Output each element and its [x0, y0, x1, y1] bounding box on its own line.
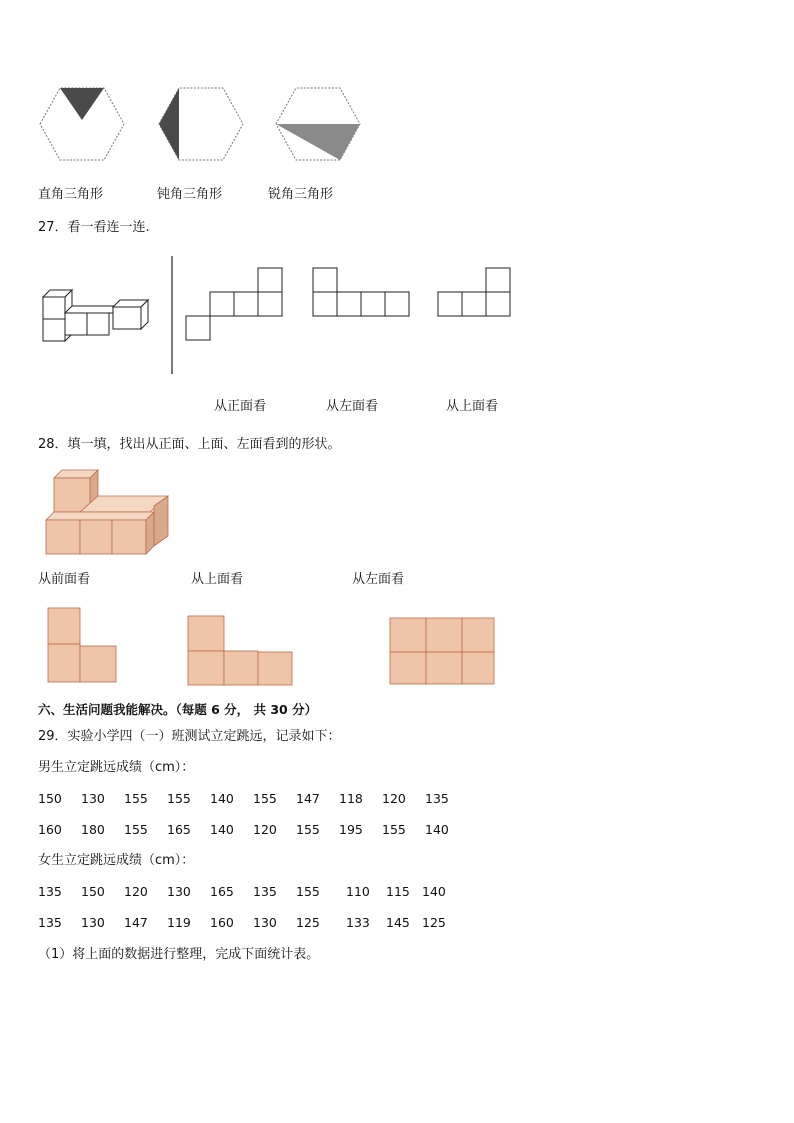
data-cell: 125	[296, 915, 320, 930]
question-28-prompt: 28．填一填，找出从正面、上面、左面看到的形状。	[38, 437, 341, 452]
label-front-view: 从正面看	[214, 399, 267, 414]
data-cell: 140	[422, 884, 446, 899]
label-from-front: 从前面看	[38, 572, 91, 587]
question-29-sub-1: （1）将上面的数据进行整理，完成下面统计表。	[38, 947, 320, 962]
data-cell: 125	[422, 915, 446, 930]
question-27-prompt: 27．看一看连一连.	[38, 220, 150, 235]
data-cell: 115	[386, 884, 410, 899]
boys-data-row-1	[38, 791, 468, 806]
data-cell: 160	[210, 915, 234, 930]
hexagon-acute-triangle-figure	[274, 86, 364, 162]
front-view-shape	[46, 606, 120, 684]
data-cell: 133	[346, 915, 370, 930]
peach-cube-3d-figure	[40, 466, 174, 560]
data-cell: 155	[296, 884, 320, 899]
data-cell: 155	[253, 791, 277, 806]
data-cell: 110	[346, 884, 370, 899]
data-cell: 135	[38, 915, 62, 930]
hexagon-right-triangle-figure	[38, 86, 128, 162]
data-cell: 155	[124, 822, 148, 837]
data-cell: 135	[38, 884, 62, 899]
view-option-c	[434, 266, 518, 320]
label-from-left: 从左面看	[352, 572, 405, 587]
data-cell: 120	[382, 791, 406, 806]
label-top-view: 从上面看	[446, 399, 499, 414]
data-cell: 130	[81, 915, 105, 930]
data-cell: 180	[81, 822, 105, 837]
girls-data-label: 女生立定跳远成绩（cm）：	[38, 853, 195, 868]
view-option-a	[182, 266, 286, 344]
boys-data-label: 男生立定跳远成绩（cm）：	[38, 760, 195, 775]
label-left-view: 从左面看	[326, 399, 379, 414]
data-cell: 140	[210, 822, 234, 837]
data-cell: 130	[81, 791, 105, 806]
data-cell: 147	[296, 791, 320, 806]
data-cell: 165	[167, 822, 191, 837]
data-cell: 135	[253, 884, 277, 899]
boys-data-row-2	[38, 822, 468, 837]
data-cell: 147	[124, 915, 148, 930]
cube-stack-3d-figure	[38, 288, 158, 346]
label-obtuse-triangle: 钝角三角形	[157, 187, 223, 202]
data-cell: 130	[253, 915, 277, 930]
section-6-title: 六、生活问题我能解决。（每题 6 分， 共 30 分）	[38, 702, 318, 717]
girls-data-row-1	[38, 884, 458, 899]
question-29-prompt: 29．实验小学四（一）班测试立定跳远，记录如下：	[38, 729, 341, 744]
data-cell: 155	[382, 822, 406, 837]
data-cell: 130	[167, 884, 191, 899]
divider-line	[170, 256, 174, 376]
hexagon-obtuse-triangle-figure	[157, 86, 247, 162]
data-cell: 145	[386, 915, 410, 930]
data-cell: 155	[296, 822, 320, 837]
top-view-shape	[186, 614, 296, 688]
view-option-b	[310, 266, 416, 320]
data-cell: 150	[81, 884, 105, 899]
label-right-triangle: 直角三角形	[38, 187, 104, 202]
data-cell: 135	[425, 791, 449, 806]
data-cell: 140	[425, 822, 449, 837]
label-acute-triangle: 锐角三角形	[268, 187, 334, 202]
data-cell: 120	[253, 822, 277, 837]
data-cell: 120	[124, 884, 148, 899]
data-cell: 195	[339, 822, 363, 837]
data-cell: 165	[210, 884, 234, 899]
data-cell: 160	[38, 822, 62, 837]
data-cell: 119	[167, 915, 191, 930]
data-cell: 118	[339, 791, 363, 806]
girls-data-row-2	[38, 915, 458, 930]
data-cell: 155	[167, 791, 191, 806]
data-cell: 150	[38, 791, 62, 806]
label-from-top: 从上面看	[191, 572, 244, 587]
left-view-shape	[388, 616, 498, 688]
data-cell: 140	[210, 791, 234, 806]
data-cell: 155	[124, 791, 148, 806]
